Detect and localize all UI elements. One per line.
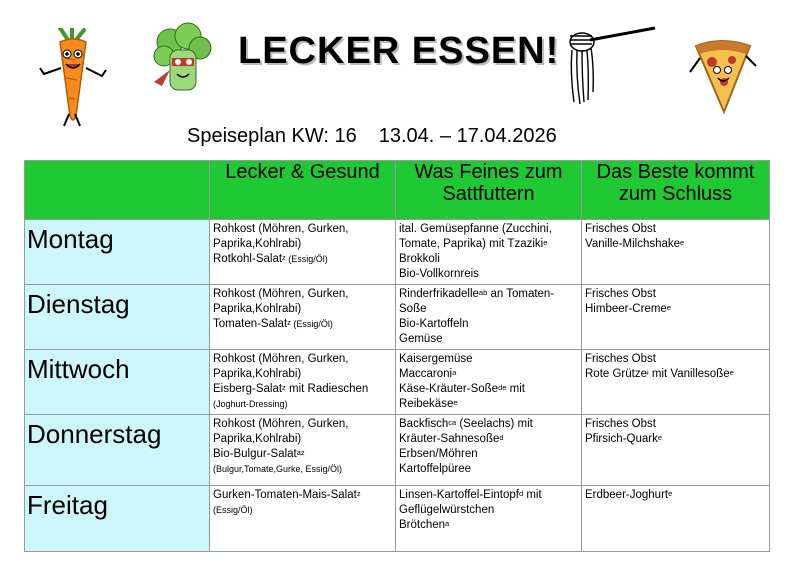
menu-week-subtitle: [187, 125, 557, 148]
dish-line: [399, 317, 578, 332]
dish-text: an Tomaten-: [487, 288, 555, 300]
table-row: [25, 220, 770, 285]
dish-line: [585, 352, 766, 367]
dish-text: Backfisch: [399, 418, 449, 430]
dish-text: mit: [523, 489, 542, 501]
allergen-code: z: [282, 253, 286, 262]
dish-text: mit: [506, 383, 525, 395]
dish-text: Soße: [399, 303, 427, 315]
dish-line: [399, 382, 578, 397]
day-label: Montag: [25, 220, 210, 285]
day-label: Freitag: [25, 486, 210, 552]
allergen-code: z: [356, 489, 361, 498]
header-row: [25, 161, 770, 220]
dish-text: Linsen-Kartoffel-Eintopf: [399, 489, 519, 501]
menu-table: [24, 160, 770, 552]
dish-line: [399, 503, 578, 518]
dish-text: Maccaroni: [399, 368, 453, 380]
dish-line: [399, 352, 578, 367]
dish-line: [213, 317, 392, 332]
header-das-beste: Das Beste kommt zum Schluss: [582, 161, 770, 220]
allergen-code: e: [657, 433, 663, 442]
dish-line: [213, 382, 392, 397]
dish-line: [585, 222, 766, 237]
menu-cell: [396, 220, 582, 285]
dish-text: Rotkohl-Salat: [213, 253, 283, 265]
dish-text: Bio-Kartoffeln: [399, 318, 469, 330]
menu-cell: [582, 285, 770, 350]
dish-text: Gurken-Tomaten-Mais-Salat: [213, 489, 357, 501]
carrot-icon: [38, 28, 108, 128]
dish-text: Frisches Obst: [585, 353, 656, 365]
page-title: LECKER ESSEN!: [238, 30, 560, 72]
dish-text: Tomate, Paprika) mit Tzaziki: [399, 238, 544, 250]
day-label: Dienstag: [25, 285, 210, 350]
menu-cell: [582, 415, 770, 486]
dish-note: (Bulgur,Tomate,Gurke, Essig/Öl): [213, 464, 343, 474]
dish-line: [399, 302, 578, 317]
allergen-code: z: [287, 318, 291, 327]
menu-cell: [582, 486, 770, 552]
dish-note: (Essig/Öl): [213, 505, 253, 515]
dish-line: [399, 237, 578, 252]
dish-line: [399, 447, 578, 462]
menu-cell: [210, 486, 396, 552]
dish-line: [585, 302, 766, 317]
allergen-code: de: [498, 383, 507, 392]
table-row: [25, 285, 770, 350]
dish-text: Vanille-Milchshake: [585, 238, 681, 250]
dish-text: Paprika,Kohlrabi): [213, 238, 302, 250]
dish-text: Eisberg-Salat: [213, 383, 283, 395]
header-was-feines: Was Feines zum Sattfuttern: [396, 161, 582, 220]
dish-line: [213, 503, 392, 518]
dish-line: [213, 397, 392, 412]
dish-text: Frisches Obst: [585, 418, 656, 430]
dish-line: [213, 237, 392, 252]
dish-line: [213, 447, 392, 462]
menu-cell: [396, 350, 582, 415]
date-range: 13.04. – 17.04.2026: [378, 125, 557, 147]
allergen-code: d: [499, 433, 504, 442]
dish-text: Kaisergemüse: [399, 353, 473, 365]
dish-note: (Essig/Öl): [285, 254, 328, 264]
dish-line: [213, 367, 392, 382]
dish-text: Reibekäse: [399, 398, 454, 410]
dish-line: [213, 462, 392, 477]
dish-text: Geflügelwürstchen: [399, 504, 495, 516]
allergen-code: d: [518, 489, 524, 498]
menu-cell: [210, 350, 396, 415]
table-row: [25, 415, 770, 486]
allergen-code: e: [453, 398, 458, 407]
allergen-code: ca: [448, 418, 457, 427]
dish-text: Paprika,Kohlrabi): [213, 303, 302, 315]
dish-line: [585, 287, 766, 302]
menu-cell: [210, 285, 396, 350]
dish-text: Kräuter-Sahnesoße: [399, 433, 500, 445]
dish-line: [585, 237, 766, 252]
table-row: [25, 486, 770, 552]
menu-cell: [210, 415, 396, 486]
dish-line: [213, 222, 392, 237]
dish-line: [585, 417, 766, 432]
allergen-code: z: [282, 383, 286, 392]
menu-cell: [582, 220, 770, 285]
menu-cell: [396, 285, 582, 350]
allergen-code: a: [452, 368, 457, 377]
menu-cell: [582, 350, 770, 415]
dish-line: [213, 302, 392, 317]
dish-line: [399, 417, 578, 432]
dish-text: mit Radieschen: [285, 383, 369, 395]
dish-line: [399, 222, 578, 237]
allergen-code: e: [666, 303, 671, 312]
dish-text: Rohkost (Möhren, Gurken,: [213, 353, 349, 365]
dish-line: [399, 518, 578, 533]
dish-text: Kartoffelpüree: [399, 463, 472, 475]
dish-line: [585, 432, 766, 447]
dish-text: Käse-Kräuter-Soße: [399, 383, 499, 395]
dish-line: [213, 252, 392, 267]
dish-text: Paprika,Kohlrabi): [213, 368, 302, 380]
allergen-code: ab: [478, 288, 488, 297]
allergen-code: a: [445, 519, 450, 528]
dish-text: Frisches Obst: [585, 288, 656, 300]
dish-text: Brötchen: [399, 519, 446, 531]
dish-line: [213, 352, 392, 367]
dish-text: Rote Grütze: [585, 368, 647, 380]
dish-line: [399, 397, 578, 412]
allergen-code: e: [680, 238, 685, 247]
dish-text: Frisches Obst: [585, 223, 656, 235]
allergen-code: e: [543, 238, 548, 247]
dish-text: (Seelachs) mit: [456, 418, 533, 430]
header-blank: [25, 161, 210, 220]
allergen-code: e: [668, 489, 673, 498]
allergen-code: i: [647, 368, 649, 377]
dish-text: ital. Gemüsepfanne (Zucchini,: [399, 223, 552, 235]
dish-text: Paprika,Kohlrabi): [213, 433, 302, 445]
dish-line: [213, 488, 392, 503]
dish-line: [213, 432, 392, 447]
week-label: Speiseplan KW: 16: [187, 125, 357, 147]
dish-note: (Essig/Öl): [290, 319, 333, 329]
dish-text: Erdbeer-Joghurt: [585, 489, 669, 501]
dish-text: Erbsen/Möhren: [399, 448, 478, 460]
allergen-code: e: [729, 368, 734, 377]
dish-text: Rinderfrikadelle: [399, 288, 479, 300]
header-lecker-gesund: Lecker & Gesund: [210, 161, 396, 220]
dish-line: [213, 287, 392, 302]
fork-spaghetti-icon: [560, 22, 660, 107]
dish-line: [399, 252, 578, 267]
dish-text: Pfirsich-Quark: [585, 433, 658, 445]
dish-text: Rohkost (Möhren, Gurken,: [213, 418, 349, 430]
menu-cell: [210, 220, 396, 285]
dish-line: [399, 432, 578, 447]
dish-line: [399, 488, 578, 503]
dish-text: Brokkoli: [399, 253, 440, 265]
dish-line: [399, 332, 578, 347]
dish-text: Rohkost (Möhren, Gurken,: [213, 223, 349, 235]
day-label: Mittwoch: [25, 350, 210, 415]
dish-text: Bio-Vollkornreis: [399, 268, 479, 280]
dish-line: [213, 417, 392, 432]
dish-line: [585, 488, 766, 503]
dish-line: [399, 462, 578, 477]
table-row: [25, 350, 770, 415]
dish-note: (Joghurt-Dressing): [213, 399, 288, 409]
dish-text: Rohkost (Möhren, Gurken,: [213, 288, 349, 300]
dish-line: [399, 287, 578, 302]
dish-text: mit Vanillesoße: [648, 368, 730, 380]
dish-text: Bio-Bulgur-Salat: [213, 448, 297, 460]
dish-line: [585, 367, 766, 382]
dish-line: [399, 367, 578, 382]
menu-cell: [396, 486, 582, 552]
dish-line: [399, 267, 578, 282]
day-label: Donnerstag: [25, 415, 210, 486]
allergen-code: az: [296, 448, 305, 457]
broccoli-icon: [148, 22, 218, 102]
dish-text: Gemüse: [399, 333, 443, 345]
menu-cell: [396, 415, 582, 486]
pizza-icon: [688, 38, 758, 118]
dish-text: Tomaten-Salat: [213, 318, 288, 330]
dish-text: Himbeer-Creme: [585, 303, 667, 315]
